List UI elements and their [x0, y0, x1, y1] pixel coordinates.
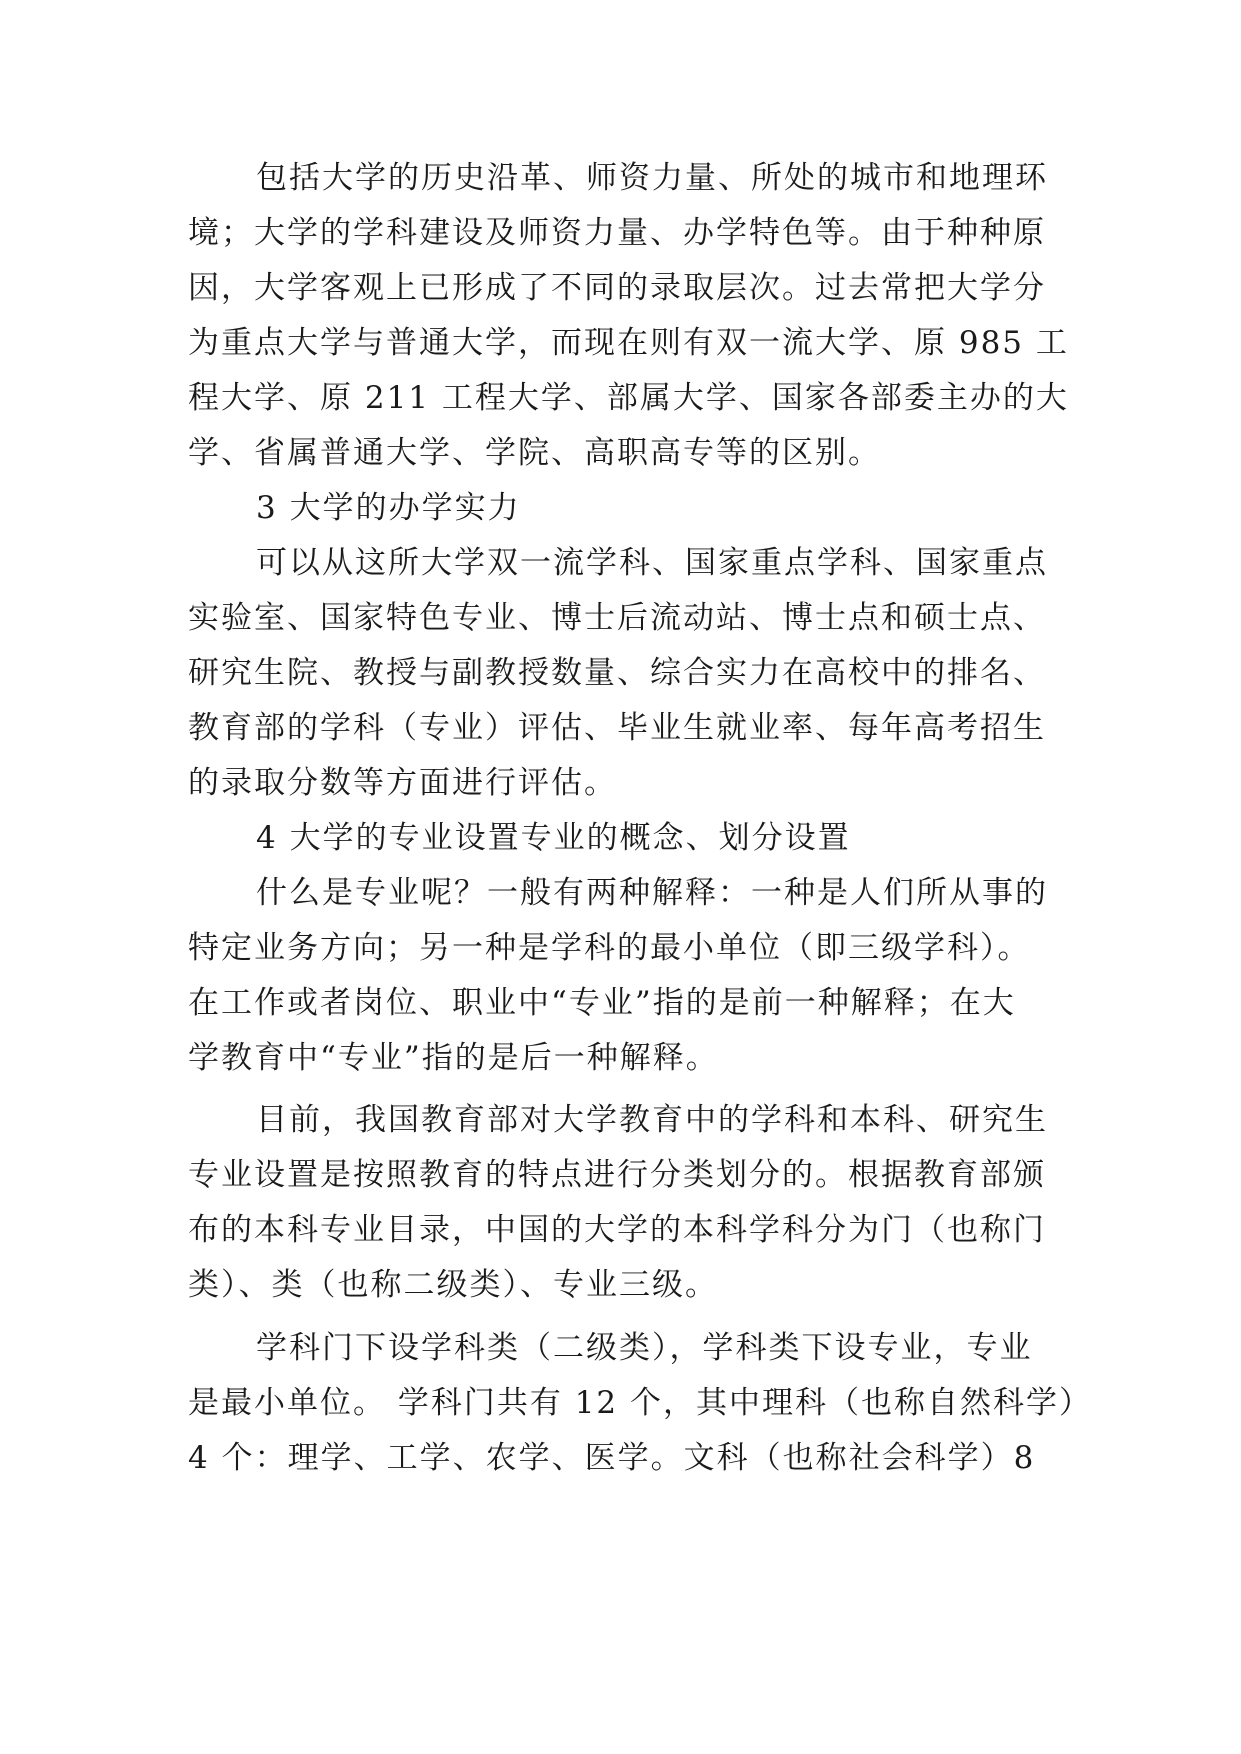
paragraph-5-line-1: 学科门下设学科类（二级类），学科类下设专业，专业: [256, 1330, 1033, 1366]
paragraph-2-line-2: 实验室、国家特色专业、博士后流动站、博士点和硕士点、: [188, 600, 1046, 636]
section-heading-3: 3 大学的办学实力: [256, 490, 521, 526]
paragraph-5-line-3: 4 个：理学、工学、农学、医学。文科（也称社会科学）8: [188, 1440, 1036, 1476]
paragraph-3-line-2: 特定业务方向；另一种是学科的最小单位（即三级学科）。: [188, 930, 1031, 966]
paragraph-3-line-1: 什么是专业呢？一般有两种解释：一种是人们所从事的: [256, 875, 1048, 911]
paragraph-1-line-1: 包括大学的历史沿革、师资力量、所处的城市和地理环: [256, 160, 1048, 196]
paragraph-4-line-4: 类）、类（也称二级类）、专业三级。: [188, 1267, 718, 1303]
paragraph-4-line-3: 布的本科专业目录，中国的大学的本科学科分为门（也称门: [188, 1212, 1046, 1248]
paragraph-1-line-5: 程大学、原 211 工程大学、部属大学、国家各部委主办的大: [188, 380, 1069, 416]
paragraph-1-line-2: 境；大学的学科建设及师资力量、办学特色等。由于种种原: [188, 215, 1046, 251]
paragraph-1-line-3: 因，大学客观上已形成了不同的录取层次。过去常把大学分: [188, 270, 1046, 306]
paragraph-1-line-4: 为重点大学与普通大学，而现在则有双一流大学、原 985 工: [188, 325, 1069, 361]
paragraph-2-line-1: 可以从这所大学双一流学科、国家重点学科、国家重点: [256, 545, 1048, 581]
paragraph-2-line-3: 研究生院、教授与副教授数量、综合实力在高校中的排名、: [188, 655, 1046, 691]
paragraph-5-line-2: 是最小单位。 学科门共有 12 个，其中理科（也称自然科学）: [188, 1385, 1093, 1421]
paragraph-2-line-5: 的录取分数等方面进行评估。: [188, 765, 617, 801]
paragraph-1-line-6: 学、省属普通大学、学院、高职高专等的区别。: [188, 435, 881, 471]
section-heading-4: 4 大学的专业设置专业的概念、划分设置: [256, 820, 851, 856]
paragraph-4-line-1: 目前，我国教育部对大学教育中的学科和本科、研究生: [256, 1102, 1048, 1138]
paragraph-4-line-2: 专业设置是按照教育的特点进行分类划分的。根据教育部颁: [188, 1157, 1046, 1193]
paragraph-3-line-3: 在工作或者岗位、职业中“专业”指的是前一种解释；在大: [188, 985, 1016, 1021]
paragraph-3-line-4: 学教育中“专业”指的是后一种解释。: [188, 1040, 719, 1076]
paragraph-2-line-4: 教育部的学科（专业）评估、毕业生就业率、每年高考招生: [188, 710, 1046, 746]
